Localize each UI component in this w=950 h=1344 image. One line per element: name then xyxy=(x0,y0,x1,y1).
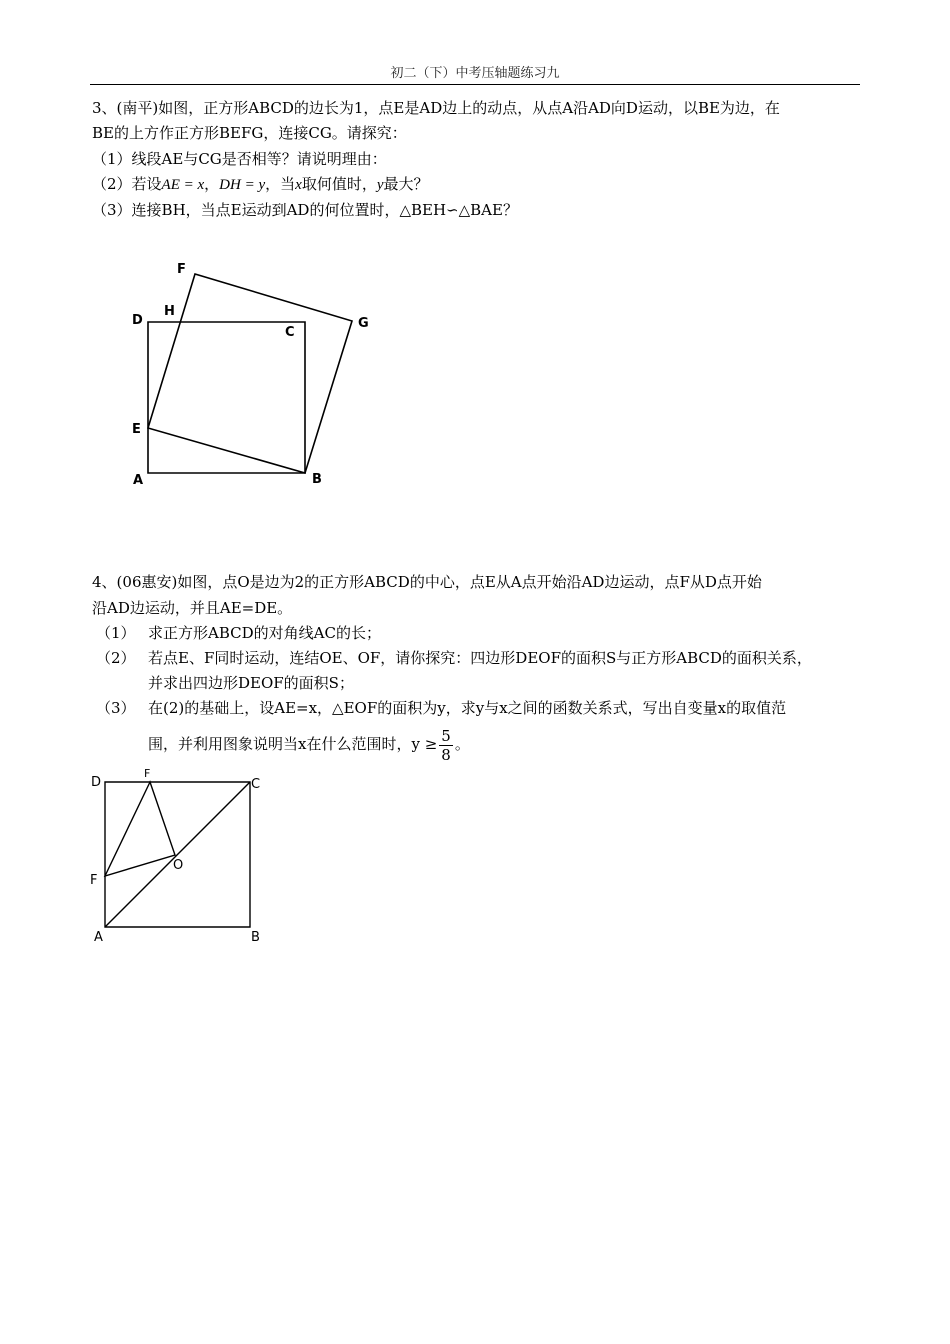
q3-part2-y: y xyxy=(376,177,384,193)
q4-item3-text2-prefix: 围，并利用图象说明当x在什么范围时，y ≥ xyxy=(148,735,438,753)
q4-item3-text: 在(2)的基础上，设AE=x，△EOF的面积为y，求y与x之间的函数关系式，写出自变量x的取值范 xyxy=(148,699,787,717)
q4-label-a: A xyxy=(94,930,103,945)
q3-part2-sep: ， xyxy=(204,175,220,193)
q3-label-b: B xyxy=(312,472,322,487)
q4-item2-text2: 并求出四边形DEOF的面积S； xyxy=(148,674,354,692)
q4-label-b: B xyxy=(251,930,260,945)
q4-item3-num: （3） xyxy=(96,699,136,717)
q3-part2-ae: AE xyxy=(161,177,180,193)
q3-label-h: H xyxy=(164,304,175,319)
q3-label-a: A xyxy=(133,473,144,488)
q4-fraction-numerator: 5 xyxy=(441,726,451,745)
q3-line2: BE的上方作正方形BEFG，连接CG。请探究： xyxy=(92,124,407,142)
q3-part2-end: 最大？ xyxy=(383,175,429,193)
q4-figure xyxy=(85,765,275,950)
q4-label-d: D xyxy=(91,775,102,790)
q4-label-o: O xyxy=(173,858,184,873)
q4-item2-text: 若点E、F同时运动，连结OE、OF，请你探究：四边形DEOF的面积S与正方形ABCD的面积关系， xyxy=(148,649,812,667)
q3-figure xyxy=(120,250,390,500)
page-header-title: 初二（下）中考压轴题练习九 xyxy=(390,66,560,81)
q4-label-c: C xyxy=(251,777,261,792)
q4-item3-text2 xyxy=(148,720,863,768)
q4-item1-num: （1） xyxy=(96,624,136,642)
q3-part3: （3）连接BH，当点E运动到AD的何位置时，△BEH∽△BAE？ xyxy=(92,201,518,219)
q3-label-d: D xyxy=(132,313,143,328)
q3-label-g: G xyxy=(358,316,369,331)
q3-square-befg xyxy=(148,274,352,473)
q4-label-f-left: F xyxy=(90,873,98,888)
q3-part2-mid: ，当 xyxy=(265,175,296,193)
q4-fraction xyxy=(439,727,453,764)
q4-item3-text2-suffix: 。 xyxy=(454,735,470,753)
q3-part1: （1）线段AE与CG是否相等？请说明理由： xyxy=(92,150,387,168)
q4-label-f-top: F xyxy=(144,767,151,780)
q4-item1-text: 求正方形ABCD的对角线AC的长； xyxy=(148,624,381,642)
q4-fraction-denominator: 8 xyxy=(441,745,451,764)
q3-line1: 3、(南平)如图，正方形ABCD的边长为1，点E是AD边上的动点，从点A沿AD向D运动，以BE为边，在 xyxy=(92,99,780,117)
q3-part2-dh: DH xyxy=(219,177,241,193)
q3-label-e: E xyxy=(132,422,141,437)
q3-part2-eqx: = x xyxy=(179,177,205,193)
q4-line2: 沿AD边运动，并且AE=DE。 xyxy=(92,599,293,617)
q3-part2-prefix: （2）若设 xyxy=(92,175,162,193)
q4-triangle-eof xyxy=(105,782,175,876)
q4-line1: 4、(06惠安)如图，点O是边为2的正方形ABCD的中心，点E从A点开始沿AD边运动，点F从D点开始 xyxy=(92,573,762,591)
q3-label-f: F xyxy=(177,262,186,277)
q3-part2-eqy: = y xyxy=(240,177,266,193)
q3-part2 xyxy=(92,172,429,197)
q3-label-c: C xyxy=(285,325,295,340)
q3-part2-x: x xyxy=(295,177,302,193)
header-rule xyxy=(90,84,860,85)
q3-part2-mid2: 取何值时， xyxy=(301,175,377,193)
q4-diagonal-ac xyxy=(105,782,250,927)
q4-item2-num: （2） xyxy=(96,649,136,667)
